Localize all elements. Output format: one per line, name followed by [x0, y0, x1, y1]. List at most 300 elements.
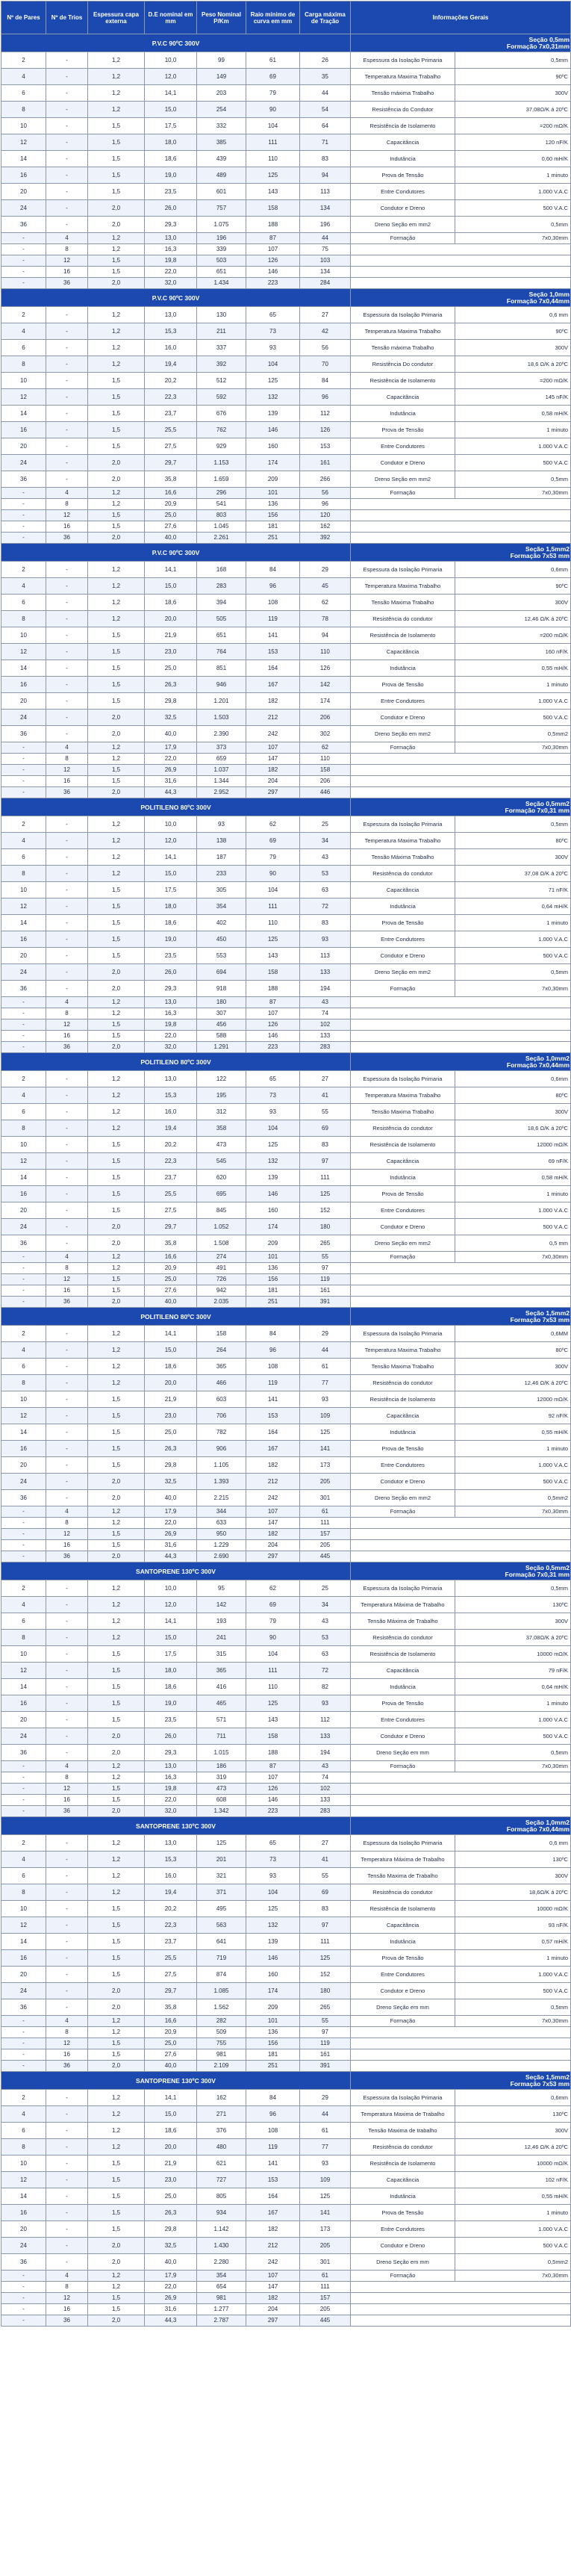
info-label: Indutância	[351, 660, 455, 677]
table-cell: -	[46, 85, 88, 102]
table-cell: 392	[300, 533, 351, 544]
table-cell: 1,5	[88, 1901, 145, 1917]
info-value: 0,55 mH/K	[455, 660, 571, 677]
table-cell: 36	[1, 1235, 46, 1252]
table-row	[1, 2271, 571, 2282]
info-label: Entre Condutores	[351, 438, 455, 455]
info-value: 37,08Ω/K á 20ºC	[455, 102, 571, 118]
table-cell: 4	[46, 233, 88, 244]
info-value: 10000 mΩ/K	[455, 2156, 571, 2172]
header-peso: Peso Nominal P/Km	[197, 1, 246, 34]
table-cell: 755	[197, 2038, 246, 2049]
info-label: Condutor e Dreno	[351, 710, 455, 726]
table-cell: 1,2	[88, 1597, 145, 1613]
table-cell: 2,0	[88, 1551, 145, 1562]
table-row	[1, 660, 571, 677]
table-cell: 44	[300, 1342, 351, 1359]
table-cell: 358	[197, 1120, 246, 1137]
table-cell: 152	[300, 1967, 351, 1983]
table-cell: 1,2	[88, 488, 145, 499]
table-cell: -	[46, 1679, 88, 1695]
table-cell: 694	[197, 964, 246, 981]
info-value: 1 minuto	[455, 422, 571, 438]
table-cell: 10,0	[145, 52, 197, 69]
info-value: 7x0,30mm	[455, 742, 571, 754]
table-cell: 133	[300, 964, 351, 981]
table-cell: 87	[246, 233, 300, 244]
table-cell: 79	[246, 1613, 300, 1630]
table-cell: 12	[46, 255, 88, 267]
table-cell: 54	[300, 102, 351, 118]
table-cell: 90	[246, 1630, 300, 1646]
table-cell: 4	[1, 1597, 46, 1613]
header-diametro: D.E nominal em mm	[145, 1, 197, 34]
table-row	[1, 693, 571, 710]
table-cell: 727	[197, 2172, 246, 2188]
table-cell: 130	[197, 307, 246, 323]
table-cell: 934	[197, 2205, 246, 2221]
info-label: Entre Condutores	[351, 1202, 455, 1219]
table-cell: 339	[197, 244, 246, 255]
info-value: 7x0,30mm	[455, 981, 571, 997]
table-cell: 156	[246, 1274, 300, 1285]
table-cell: 1,2	[88, 816, 145, 833]
table-cell: 181	[246, 1285, 300, 1297]
info-label: Tensão máxima Trabalho	[351, 85, 455, 102]
table-cell: 1,5	[88, 1540, 145, 1551]
table-cell: 40,0	[145, 1490, 197, 1506]
table-cell: 53	[300, 1630, 351, 1646]
info-label: Prova de Tensão	[351, 1441, 455, 1457]
info-value: 0,60 mH/K	[455, 151, 571, 167]
table-cell: 1,5	[88, 1153, 145, 1170]
section-info-title: Seção 1,0mm Formação 7x0,44mm	[351, 289, 571, 307]
info-label: Prova de Tensão	[351, 422, 455, 438]
info-value: 69 nF/K	[455, 1153, 571, 1170]
table-cell: -	[46, 1219, 88, 1235]
info-empty	[351, 1019, 571, 1031]
table-cell: 12	[46, 765, 88, 776]
table-cell: 1,2	[88, 1263, 145, 1274]
table-cell: 16,0	[145, 340, 197, 356]
table-cell: -	[46, 184, 88, 200]
table-cell: 1.291	[197, 1042, 246, 1053]
info-value: 18,6 Ω/K á 20ºC	[455, 1120, 571, 1137]
info-label: Indutância	[351, 1934, 455, 1950]
table-cell: 90	[246, 866, 300, 882]
table-cell: 1,5	[88, 1712, 145, 1728]
table-cell: 43	[300, 997, 351, 1008]
table-cell: 157	[300, 2293, 351, 2304]
table-row	[1, 849, 571, 866]
info-value: 1 minuto	[455, 2205, 571, 2221]
table-cell: 1,2	[88, 1359, 145, 1375]
table-cell: 2,0	[88, 2061, 145, 2072]
table-cell: 111	[300, 1934, 351, 1950]
info-label: Prova de Tensão	[351, 1186, 455, 1202]
table-cell: 394	[197, 595, 246, 611]
info-value: 500 V.A.C	[455, 2238, 571, 2254]
table-cell: 20	[1, 184, 46, 200]
table-cell: 211	[197, 323, 246, 340]
table-cell: -	[1, 2061, 46, 2072]
table-cell: 69	[300, 1884, 351, 1901]
table-cell: 1,5	[88, 882, 145, 899]
table-cell: 1,2	[88, 85, 145, 102]
table-cell: 73	[246, 323, 300, 340]
table-cell: 125	[300, 1424, 351, 1441]
info-empty	[351, 1263, 571, 1274]
table-cell: -	[1, 2282, 46, 2293]
table-cell: 19,8	[145, 1784, 197, 1795]
info-label: Dreno Seção em mm2	[351, 217, 455, 233]
table-cell: 1,5	[88, 438, 145, 455]
table-cell: 553	[197, 948, 246, 964]
table-cell: 146	[246, 1186, 300, 1202]
table-row	[1, 948, 571, 964]
table-cell: 1,5	[88, 1170, 145, 1186]
info-label: Formação	[351, 1252, 455, 1263]
table-cell: -	[1, 2038, 46, 2049]
table-cell: 156	[246, 2038, 300, 2049]
table-cell: -	[46, 2106, 88, 2123]
table-row	[1, 422, 571, 438]
info-value: =200 mΩ/K	[455, 118, 571, 134]
info-value: 37,08 Ω/K á 20ºC	[455, 866, 571, 882]
table-cell: 13,0	[145, 1835, 197, 1852]
info-label: Temperatura Maxima Trabalho	[351, 323, 455, 340]
table-cell: 2,0	[88, 2238, 145, 2254]
table-cell: 160	[246, 438, 300, 455]
table-cell: -	[46, 1457, 88, 1474]
table-cell: 153	[300, 438, 351, 455]
table-row	[1, 255, 571, 267]
table-cell: 15,0	[145, 1342, 197, 1359]
table-cell: 1,5	[88, 1202, 145, 1219]
info-label: Tensão Máxima Trabalho	[351, 849, 455, 866]
info-empty	[351, 1806, 571, 1817]
table-cell: 223	[246, 278, 300, 289]
table-row	[1, 267, 571, 278]
table-cell: 141	[246, 627, 300, 644]
table-cell: 36	[46, 1297, 88, 1308]
table-row	[1, 2254, 571, 2271]
table-cell: 104	[246, 1120, 300, 1137]
table-cell: 8	[1, 102, 46, 118]
table-cell: 16	[1, 931, 46, 948]
table-cell: 162	[197, 2090, 246, 2106]
table-cell: 27,5	[145, 1202, 197, 1219]
info-value: 130ºC	[455, 2106, 571, 2123]
table-cell: 1,5	[88, 389, 145, 406]
table-cell: 1,5	[88, 1695, 145, 1712]
table-cell: 1,5	[88, 644, 145, 660]
info-value: 300V	[455, 1359, 571, 1375]
table-cell: 14	[1, 2188, 46, 2205]
table-cell: 2,0	[88, 455, 145, 471]
table-cell: 1,5	[88, 1679, 145, 1695]
table-cell: 8	[46, 2027, 88, 2038]
table-row	[1, 754, 571, 765]
table-cell: 20	[1, 1967, 46, 1983]
info-value: 500 V.A.C	[455, 200, 571, 217]
table-cell: 23,5	[145, 948, 197, 964]
info-value: 500 V.A.C	[455, 455, 571, 471]
table-cell: 36	[1, 2254, 46, 2271]
table-cell: 93	[246, 1104, 300, 1120]
table-cell: 2,0	[88, 787, 145, 798]
table-row	[1, 2221, 571, 2238]
table-cell: -	[46, 1120, 88, 1137]
info-value: 1 minuto	[455, 1186, 571, 1202]
table-cell: 134	[300, 200, 351, 217]
table-cell: 15,0	[145, 1630, 197, 1646]
table-cell: -	[46, 2139, 88, 2156]
table-row	[1, 2172, 571, 2188]
table-row	[1, 1761, 571, 1772]
info-label: Espessura da Isolação Primaria	[351, 307, 455, 323]
table-cell: 84	[246, 562, 300, 578]
table-row	[1, 1529, 571, 1540]
table-cell: 2.035	[197, 1297, 246, 1308]
info-empty	[351, 1297, 571, 1308]
table-cell: 2.261	[197, 533, 246, 544]
table-cell: -	[46, 726, 88, 742]
table-cell: 14	[1, 1934, 46, 1950]
info-label: Temperatura Maxima Trabalho	[351, 578, 455, 595]
table-cell: 20,2	[145, 1901, 197, 1917]
table-cell: 31,6	[145, 1540, 197, 1551]
table-cell: 8	[1, 1120, 46, 1137]
table-row	[1, 85, 571, 102]
table-cell: 1,5	[88, 151, 145, 167]
info-value: 0,58 mH/K	[455, 406, 571, 422]
info-value: 0,5 mm	[455, 1235, 571, 1252]
table-cell: 1,2	[88, 866, 145, 882]
table-row	[1, 1186, 571, 1202]
table-cell: 24	[1, 455, 46, 471]
table-cell: 113	[300, 948, 351, 964]
table-cell: 26,0	[145, 1728, 197, 1745]
table-cell: 503	[197, 255, 246, 267]
info-value: 300V	[455, 849, 571, 866]
table-cell: -	[46, 134, 88, 151]
table-cell: 143	[246, 948, 300, 964]
table-cell: 44	[300, 2106, 351, 2123]
table-cell: 473	[197, 1784, 246, 1795]
table-cell: 15,0	[145, 578, 197, 595]
table-cell: 12	[1, 1917, 46, 1934]
table-cell: 282	[197, 2016, 246, 2027]
table-cell: 70	[300, 356, 351, 373]
table-cell: 23,0	[145, 1408, 197, 1424]
table-cell: 110	[246, 915, 300, 931]
table-cell: -	[46, 2205, 88, 2221]
table-cell: 480	[197, 2139, 246, 2156]
table-cell: 10	[1, 373, 46, 389]
table-cell: -	[46, 1917, 88, 1934]
table-cell: -	[46, 1999, 88, 2016]
table-cell: -	[46, 849, 88, 866]
table-cell: 1,2	[88, 1104, 145, 1120]
table-row	[1, 1342, 571, 1359]
table-cell: 2,0	[88, 2254, 145, 2271]
table-cell: -	[46, 1490, 88, 1506]
table-row	[1, 726, 571, 742]
info-label: Resistência Do condutor	[351, 356, 455, 373]
table-cell: 1,2	[88, 595, 145, 611]
table-cell: 41	[300, 1087, 351, 1104]
table-cell: 473	[197, 1137, 246, 1153]
table-cell: -	[1, 1297, 46, 1308]
table-cell: 110	[300, 754, 351, 765]
table-cell: -	[46, 1104, 88, 1120]
table-cell: 205	[300, 1540, 351, 1551]
table-cell: 1.659	[197, 471, 246, 488]
table-cell: 223	[246, 1806, 300, 1817]
table-cell: 592	[197, 389, 246, 406]
table-cell: -	[46, 816, 88, 833]
table-row	[1, 1852, 571, 1868]
table-cell: 601	[197, 184, 246, 200]
table-cell: 188	[246, 217, 300, 233]
table-cell: 1,2	[88, 1835, 145, 1852]
table-cell: 119	[300, 1274, 351, 1285]
info-label: Capacitância	[351, 389, 455, 406]
info-empty	[351, 1551, 571, 1562]
table-cell: -	[1, 1540, 46, 1551]
table-cell: 96	[246, 578, 300, 595]
info-value: 18,6 Ω/K á 20ºC	[455, 356, 571, 373]
table-row	[1, 1219, 571, 1235]
table-cell: 29,7	[145, 1983, 197, 1999]
header-raio: Raio mínimo de curva em mm	[246, 1, 300, 34]
info-value: 1 minuto	[455, 915, 571, 931]
info-value: 145 nF/K	[455, 389, 571, 406]
table-cell: 61	[300, 2271, 351, 2282]
table-row	[1, 2238, 571, 2254]
table-cell: 676	[197, 406, 246, 422]
table-cell: 93	[197, 816, 246, 833]
table-cell: 27,6	[145, 2049, 197, 2061]
table-cell: 102	[300, 1784, 351, 1795]
table-cell: 371	[197, 1884, 246, 1901]
table-cell: 21,9	[145, 627, 197, 644]
table-cell: 96	[246, 2106, 300, 2123]
table-cell: 164	[246, 660, 300, 677]
table-cell: 44,3	[145, 2315, 197, 2327]
table-cell: 8	[1, 1884, 46, 1901]
table-cell: -	[46, 1950, 88, 1967]
table-cell: 26	[300, 52, 351, 69]
table-cell: -	[1, 754, 46, 765]
table-cell: 1,2	[88, 1375, 145, 1391]
table-cell: 1,2	[88, 849, 145, 866]
table-row	[1, 677, 571, 693]
table-cell: 94	[300, 167, 351, 184]
info-empty	[351, 1518, 571, 1529]
table-cell: 13,0	[145, 233, 197, 244]
table-cell: 84	[246, 1326, 300, 1342]
table-row	[1, 1008, 571, 1019]
info-value: 7x0,30mm	[455, 233, 571, 244]
table-cell: 1,5	[88, 1646, 145, 1663]
table-cell: 4	[1, 1087, 46, 1104]
table-cell: 373	[197, 742, 246, 754]
table-row	[1, 118, 571, 134]
table-cell: 17,9	[145, 742, 197, 754]
table-cell: 1.229	[197, 1540, 246, 1551]
table-cell: 132	[246, 1153, 300, 1170]
table-cell: -	[46, 915, 88, 931]
table-cell: 111	[300, 2282, 351, 2293]
table-cell: 14	[1, 1424, 46, 1441]
info-value: 0,6 mm	[455, 307, 571, 323]
table-cell: 4	[46, 2271, 88, 2282]
table-cell: 19,0	[145, 931, 197, 948]
table-cell: 136	[246, 2027, 300, 2038]
section-info-title: Seção 0,5mm Formação 7x0,31mm	[351, 34, 571, 52]
table-cell: 4	[46, 997, 88, 1008]
table-row	[1, 2016, 571, 2027]
info-value: 0,5mm	[455, 964, 571, 981]
info-label: Temperatura Máxima de Trabalho	[351, 1852, 455, 1868]
table-cell: 8	[46, 1772, 88, 1784]
table-cell: 1,5	[88, 1186, 145, 1202]
info-value: 0,6MM	[455, 1326, 571, 1342]
table-cell: 16	[46, 1540, 88, 1551]
table-cell: 20	[1, 1712, 46, 1728]
table-cell: 18,6	[145, 1359, 197, 1375]
info-label: Formação	[351, 1761, 455, 1772]
table-row	[1, 2315, 571, 2327]
info-label: Indutância	[351, 1424, 455, 1441]
info-label: Indutância	[351, 2188, 455, 2205]
info-value: 0,5mm	[455, 217, 571, 233]
table-cell: 69	[246, 69, 300, 85]
table-cell: -	[46, 1441, 88, 1457]
table-row	[1, 742, 571, 754]
table-row	[1, 1901, 571, 1917]
table-row	[1, 2139, 571, 2156]
info-label: Entre Condutores	[351, 931, 455, 948]
table-cell: 36	[1, 1999, 46, 2016]
table-row	[1, 102, 571, 118]
info-value: 0,5mm2	[455, 2254, 571, 2271]
table-cell: 12	[46, 1019, 88, 1031]
info-label: Resistência do condutor	[351, 1884, 455, 1901]
table-cell: 139	[246, 1170, 300, 1186]
table-cell: 12	[1, 134, 46, 151]
table-cell: 24	[1, 2238, 46, 2254]
table-cell: -	[46, 69, 88, 85]
table-cell: 608	[197, 1795, 246, 1806]
info-label: Condutor e Dreno	[351, 1983, 455, 1999]
table-cell: 2,0	[88, 964, 145, 981]
table-cell: 62	[246, 816, 300, 833]
table-cell: 27,5	[145, 1967, 197, 1983]
table-row	[1, 997, 571, 1008]
info-label: Prova de Tensão	[351, 1695, 455, 1712]
table-cell: 27,6	[145, 521, 197, 533]
table-cell: 20	[1, 1457, 46, 1474]
info-label: Temperatura Maxima Trabalho	[351, 1342, 455, 1359]
table-cell: 40,0	[145, 726, 197, 742]
table-cell: 142	[300, 677, 351, 693]
table-cell: 1,5	[88, 1274, 145, 1285]
info-value: 7x0,30mm	[455, 1252, 571, 1263]
table-cell: 142	[197, 1597, 246, 1613]
